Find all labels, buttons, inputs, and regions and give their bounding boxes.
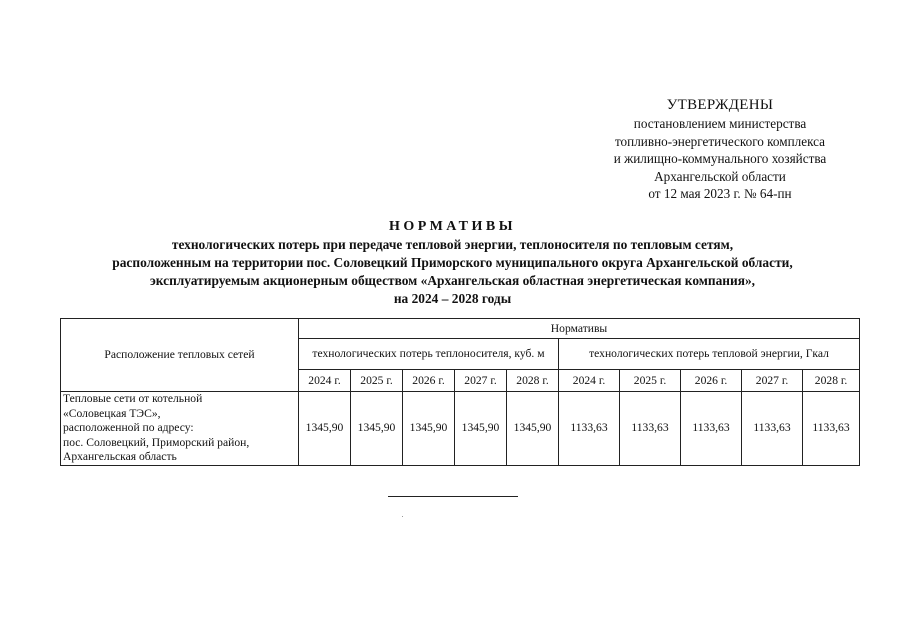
year-header: 2026 г. xyxy=(681,370,742,392)
coolant-losses-header: технологических потерь теплоносителя, куб. м xyxy=(299,339,559,370)
coolant-value-cell: 1345,90 xyxy=(403,392,455,466)
title-line: на 2024 – 2028 годы xyxy=(393,291,512,306)
heat-value-cell: 1133,63 xyxy=(559,392,620,466)
heat-value-cell: 1133,63 xyxy=(681,392,742,466)
document-title xyxy=(40,218,865,308)
approval-line: и жилищно-коммунального хозяйства xyxy=(613,151,827,167)
norms-table xyxy=(60,318,860,466)
year-header: 2025 г. xyxy=(620,370,681,392)
title-line: эксплуатируемым акционерным обществом «Архангельская областная энергетическая компания», xyxy=(149,273,756,288)
approval-heading: УТВЕРЖДЕНЫ xyxy=(666,97,774,113)
coolant-value-cell: 1345,90 xyxy=(351,392,403,466)
approval-line: топливно-энергетического комплекса xyxy=(614,133,826,149)
year-header: 2027 г. xyxy=(742,370,803,392)
year-header: 2025 г. xyxy=(351,370,403,392)
heat-value-cell: 1133,63 xyxy=(742,392,803,466)
scan-speck xyxy=(402,516,403,517)
year-header: 2024 г. xyxy=(299,370,351,392)
location-header: Расположение тепловых сетей xyxy=(61,319,299,392)
heat-value-cell: 1133,63 xyxy=(620,392,681,466)
location-line: Архангельская область xyxy=(63,450,177,463)
location-line: «Соловецкая ТЭС», xyxy=(63,406,161,420)
title-line: расположенным на территории пос. Соловецкий Приморского муниципального округа Архангельской области, xyxy=(112,255,793,270)
approval-line: Архангельской области xyxy=(654,168,786,184)
title-heading: НОРМАТИВЫ xyxy=(389,219,516,234)
year-header: 2027 г. xyxy=(455,370,507,392)
approval-block xyxy=(560,96,880,203)
table-row xyxy=(61,392,860,466)
heat-value-cell: 1133,63 xyxy=(803,392,860,466)
coolant-value-cell: 1345,90 xyxy=(507,392,559,466)
coolant-value-cell: 1345,90 xyxy=(455,392,507,466)
location-line: расположенной по адресу: xyxy=(63,421,194,434)
norms-header: Нормативы xyxy=(299,319,860,339)
location-line: Тепловые сети от котельной xyxy=(63,392,203,405)
location-cell xyxy=(61,392,299,466)
year-header: 2028 г. xyxy=(803,370,860,392)
approval-line: от 12 мая 2023 г. № 64-пн xyxy=(648,186,792,202)
year-header: 2024 г. xyxy=(559,370,620,392)
approval-line: постановлением министерства xyxy=(633,116,807,131)
heat-losses-header: технологических потерь тепловой энергии, Гкал xyxy=(559,339,860,370)
end-separator-line xyxy=(388,496,518,497)
title-line: технологических потерь при передаче тепловой энергии, теплоносителя по тепловым сетям, xyxy=(171,237,734,252)
year-header: 2026 г. xyxy=(403,370,455,392)
location-line: пос. Соловецкий, Приморский район, xyxy=(63,435,250,449)
coolant-value-cell: 1345,90 xyxy=(299,392,351,466)
year-header: 2028 г. xyxy=(507,370,559,392)
